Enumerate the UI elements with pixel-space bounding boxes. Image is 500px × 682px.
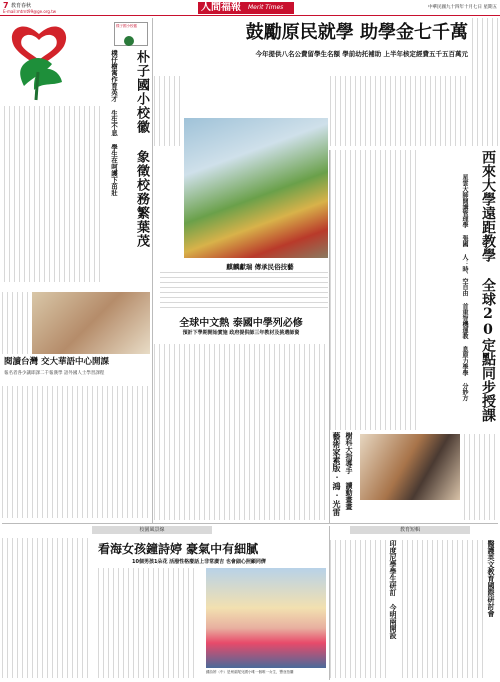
- photo-right-text: [330, 76, 470, 146]
- feature-subtitle: 樸仔樹寓作育英才 生生不息 學生在呵護下茁壯: [110, 50, 118, 196]
- caption-body-text: [160, 272, 328, 308]
- art-title: 藝術家素版·鴻·光雷: [332, 432, 342, 516]
- thai-chinese-story: [154, 312, 328, 338]
- art-story: [330, 432, 498, 522]
- header-rule: [0, 15, 500, 16]
- thai-subhead: 預計下學期開始實施 政府提供師三年教材及挑選師資: [182, 330, 300, 336]
- art-class-photo: [360, 434, 460, 500]
- girls-group-photo: [206, 568, 326, 668]
- emblem-badge-label: 樸子國小校徽: [116, 24, 137, 28]
- column-divider-left: [152, 18, 153, 523]
- masthead-logo: [198, 2, 294, 14]
- distance-subtitle: 星雲大師開講管理學 張國 人：時、空自由 首重智機運教 息原力學學 分妙方: [461, 174, 468, 401]
- issue-date: 中華民國九十四年十月七日 星期五: [428, 5, 497, 10]
- horizontal-divider: [2, 523, 498, 524]
- header: [0, 0, 500, 16]
- right-edge-text: [472, 18, 498, 146]
- distance-title: 西來大學遠距教學 全球20定點同步授課: [480, 150, 496, 422]
- girls-photo-caption: 鍾詩婷（中）是崗湖尾兒國小唯一個唯一女生，豐登拍攝: [206, 670, 294, 674]
- top-subhead: 今年提供八名公費留學生名額 學前幼托補助 上半年核定經費五千五百萬元: [255, 50, 468, 58]
- brief-text-1: [330, 540, 386, 678]
- emblem-graphic: [4, 20, 74, 102]
- feature-body-text: [4, 106, 102, 282]
- campus-tag: 校園風景線: [139, 527, 165, 533]
- brief-headline-2: 醫護英文教育國際研討會: [487, 540, 495, 617]
- brief-tag: 教育短輯: [399, 527, 420, 533]
- bottom-right-story: [330, 526, 498, 680]
- feature-title: 朴子國小校徽 象徵校務繁葉茂: [134, 50, 149, 248]
- top-story-text: [154, 76, 182, 146]
- classroom-photo: [32, 292, 150, 354]
- top-story: [154, 18, 470, 74]
- section-name: 教育春秋: [11, 3, 32, 9]
- emblem-badge-icon: [122, 32, 136, 44]
- girl-subhead: 10個男孩1朵花 活潑性格廢話上非常廣吉 也會細心照顧同儕: [132, 559, 266, 565]
- brief-headline-1: 印度尼學學生研訂 今明兩開設: [389, 540, 397, 639]
- lion-dance-photo: [184, 118, 328, 258]
- chinese-class-feature: [2, 292, 152, 382]
- campus-banner: [92, 526, 212, 534]
- column-divider-right: [329, 150, 330, 523]
- thai-headline: 全球中文熱 泰國中學列必修: [179, 318, 303, 329]
- page-number: 7: [3, 1, 9, 10]
- section-email: E-mail:mtrnt99@ge.org.tw: [3, 9, 57, 14]
- photo-side-text: [2, 292, 30, 354]
- girl-left-text: [2, 538, 92, 678]
- reading-subhead: 報名者各少讓即課二千報漢學 語外國人士學習課程: [4, 371, 105, 376]
- thai-body-text: [154, 344, 328, 520]
- masthead-english: Merit Times: [248, 4, 284, 11]
- bottom-left-story: [2, 526, 328, 680]
- small-emblem-icon: [122, 35, 136, 47]
- school-emblem-feature: [2, 18, 152, 288]
- girl-headline: 看海女孩鐘詩婷 豪氣中有細膩: [98, 542, 259, 556]
- brief-text-2: [402, 540, 484, 678]
- bottom-divider: [329, 526, 330, 680]
- top-headline: 鼓勵原民就學 助學金七千萬: [245, 22, 468, 43]
- art-subtitle: 樹科大指導手 讀動畫畫: [345, 432, 353, 510]
- distance-body-text: [330, 150, 416, 430]
- art-side-text: [464, 434, 496, 520]
- lion-dance-caption: 麒麟獻瑞 傳承民俗技藝: [226, 263, 294, 271]
- left-body-text: [2, 386, 152, 518]
- reading-headline: 閱讀台灣 交大華語中心開課: [4, 357, 109, 367]
- girl-mid-text: [98, 568, 198, 678]
- school-emblem: [4, 20, 74, 102]
- brief-banner: [350, 526, 470, 534]
- masthead-title: 人間福報: [201, 2, 241, 13]
- distance-learning-feature: [420, 150, 498, 430]
